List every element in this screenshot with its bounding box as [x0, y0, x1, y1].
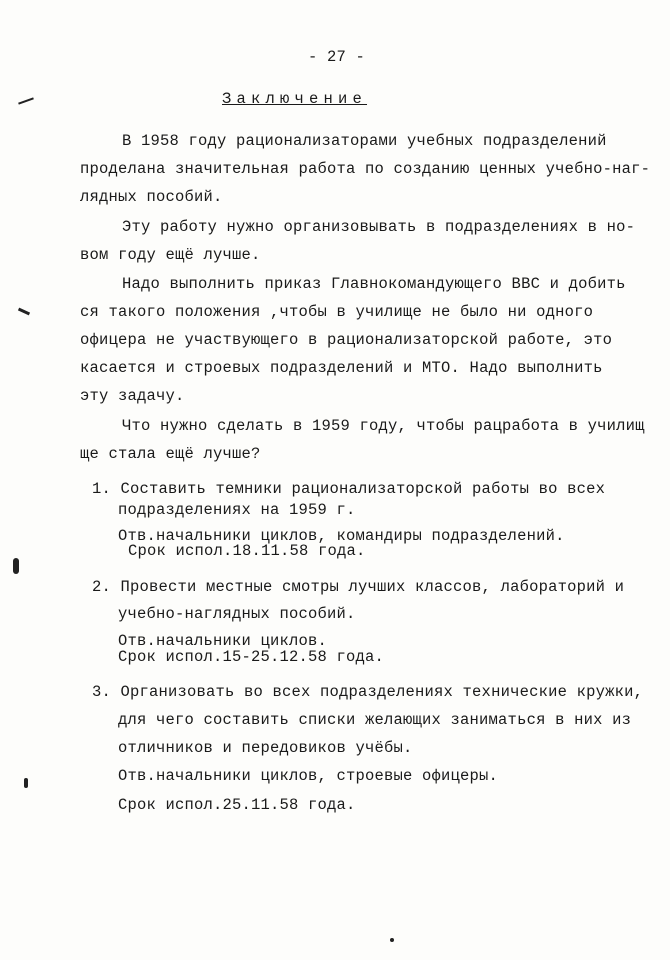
paragraph-line: касается и строевых подразделений и МТО. Надо выполнить: [80, 359, 603, 377]
list-item-text: 2. Провести местные смотры лучших классов, лабораторий и: [92, 578, 625, 596]
list-item-text: отличников и передовиков учёбы.: [118, 739, 413, 757]
list-item-text: учебно-наглядных пособий.: [118, 605, 356, 623]
paragraph-line: Надо выполнить приказ Главнокомандующего ВВС и добить: [122, 275, 626, 293]
page-number: - 27 -: [308, 48, 366, 66]
list-item-responsible: Отв.начальники циклов, строевые офицеры.: [118, 767, 499, 785]
list-item-text: 1. Составить темники рационализаторской работы во всех: [92, 480, 606, 498]
paragraph-line: В 1958 году рационализаторами учебных подразделений: [122, 132, 607, 150]
list-item-deadline: Срок испол.18.11.58 года.: [128, 542, 366, 560]
paragraph-line: проделана значительная работа по созданию ценных учебно-наг-: [80, 160, 651, 178]
list-item-responsible: Отв.начальники циклов, командиры подразделений.: [118, 527, 565, 545]
list-item-deadline: Срок испол.15-25.12.58 года.: [118, 648, 385, 666]
list-item-deadline: Срок испол.25.11.58 года.: [118, 796, 356, 814]
list-item-text: 3. Организовать во всех подразделениях технические кружки,: [92, 683, 644, 701]
paragraph-line: ще стала ещё лучше?: [80, 445, 261, 463]
paragraph-line: вом году ещё лучше.: [80, 246, 261, 264]
scan-mark: [24, 778, 28, 788]
scan-mark: [390, 938, 394, 942]
paragraph-line: Что нужно сделать в 1959 году, чтобы рацработа в училищ: [122, 417, 645, 435]
list-item-text: подразделениях на 1959 г.: [118, 501, 356, 519]
scan-mark: [18, 308, 30, 316]
scan-mark: [18, 97, 34, 104]
scan-mark: [13, 558, 19, 574]
list-item-responsible: Отв.начальники циклов.: [118, 632, 328, 650]
list-item-text: для чего составить списки желающих заниматься в них из: [118, 711, 632, 729]
paragraph-line: Эту работу нужно организовывать в подразделениях в но-: [122, 218, 636, 236]
paragraph-line: ся такого положения ,чтобы в училище не было ни одного: [80, 303, 594, 321]
paragraph-line: эту задачу.: [80, 387, 185, 405]
paragraph-line: офицера не участвующего в рационализаторской работе, это: [80, 331, 613, 349]
paragraph-line: лядных пособий.: [80, 188, 223, 206]
page-title: Заключение: [222, 90, 368, 108]
